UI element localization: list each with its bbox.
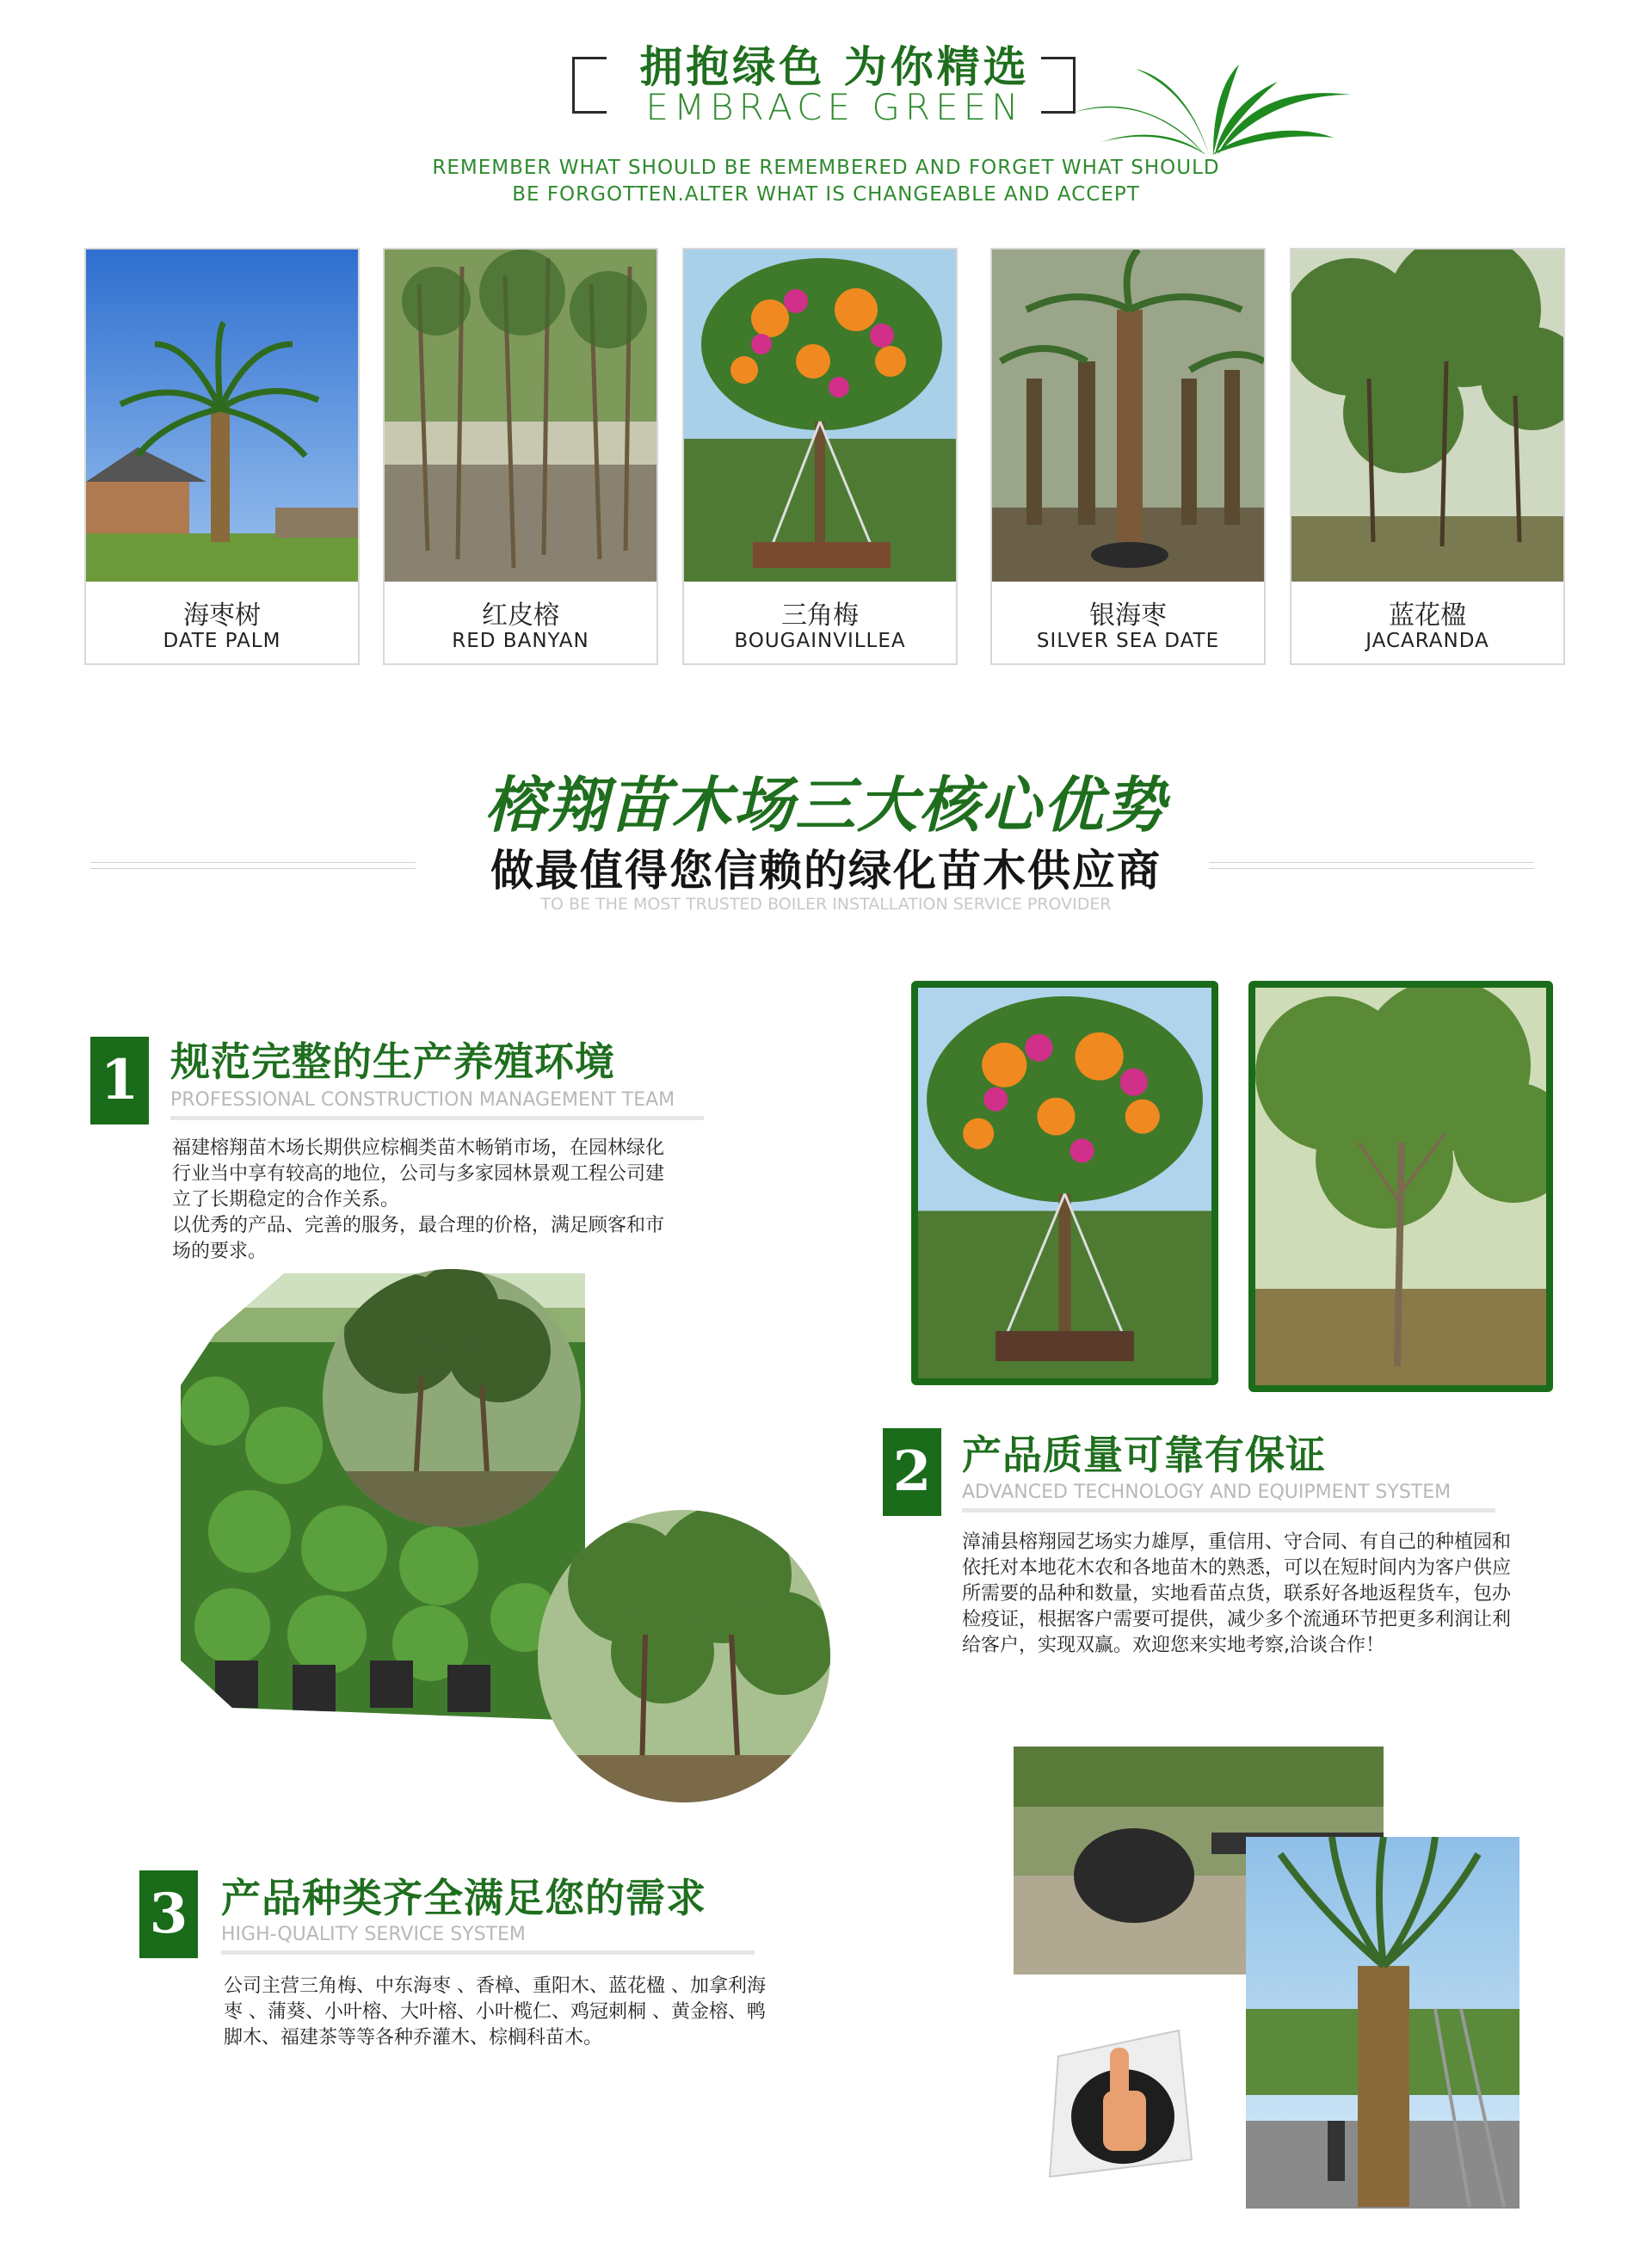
tree-name-en: SILVER SEA DATE (1036, 630, 1220, 652)
nursery-collage-image (181, 1256, 869, 1815)
tree-name-cn: 三角梅 (781, 601, 859, 631)
date-palm-photo (86, 250, 358, 582)
body-line: 枣 、蒲葵、小叶榕、大叶榕、小叶榄仁、鸡冠刺桐 、黄金榕、鸭 (224, 2001, 766, 2023)
header-title-en: EMBRACE GREEN (645, 86, 1024, 128)
tree-card-jacaranda[interactable] (1290, 248, 1565, 665)
body-line: 漳浦县榕翔园艺场实力雄厚，重信用、守合同、有自己的种植园和 (962, 1531, 1512, 1553)
tree-card-red-banyan[interactable] (383, 248, 658, 665)
feature-2-title: 产品质量可靠有保证 (962, 1432, 1326, 1478)
feature-1-subtitle: PROFESSIONAL CONSTRUCTION MANAGEMENT TEAM (170, 1089, 704, 1120)
feature-1-title: 规范完整的生产养殖环境 (170, 1038, 615, 1085)
body-line: 以优秀的产品、完善的服务，最合理的价格，满足顾客和市 (172, 1215, 665, 1236)
advantages-subtitle: 做最值得您信赖的绿化苗木供应商 (490, 846, 1162, 896)
tree-name-cn: 蓝花楹 (1389, 601, 1466, 631)
divider-right (1209, 862, 1534, 869)
feature-3-title: 产品种类齐全满足您的需求 (221, 1875, 706, 1921)
tree-card-bougainvillea[interactable] (682, 248, 958, 665)
feature-2-body (962, 1530, 1564, 1659)
feature-2-number: 2 (883, 1428, 941, 1516)
advantages-title: 榕翔苗木场三大核心优势 (485, 770, 1167, 841)
tree-card-silver-sea-date[interactable] (990, 248, 1266, 665)
tree-name-cn: 红皮榕 (482, 601, 559, 631)
feature-1-body (172, 1136, 723, 1265)
body-line: 公司主营三角梅、中东海枣 、香樟、重阳木、蓝花楹 、加拿利海 (224, 1975, 766, 1997)
body-line: 立了长期稳定的合作关系。 (172, 1189, 400, 1211)
tree-name-en: DATE PALM (163, 630, 281, 652)
tree-card-date-palm[interactable] (84, 248, 360, 665)
tree-framed-photo (1248, 981, 1553, 1392)
header-subtitle (344, 155, 1308, 208)
red-banyan-photo (385, 250, 656, 582)
feature-3-subtitle: HIGH-QUALITY SERVICE SYSTEM (221, 1924, 755, 1955)
feature-2-subtitle: ADVANCED TECHNOLOGY AND EQUIPMENT SYSTEM (962, 1482, 1495, 1513)
thumbs-up-icon (1041, 2022, 1196, 2185)
jacaranda-photo (1291, 250, 1563, 582)
body-line: 福建榕翔苗木场长期供应棕榈类苗木畅销市场，在园林绿化 (172, 1137, 665, 1159)
body-line: 场的要求。 (172, 1241, 268, 1262)
tree-name-en: BOUGAINVILLEA (734, 630, 906, 652)
header-bracket-left (572, 57, 607, 114)
body-line: 行业当中享有较高的地位，公司与多家园林景观工程公司建 (172, 1163, 665, 1185)
body-line: 脚木、福建茶等等各种乔灌木、棕榈科苗木。 (224, 2027, 603, 2049)
tree-name-cn: 银海枣 (1089, 601, 1167, 631)
grass-icon (1076, 60, 1351, 163)
tree-name-en: JACARANDA (1365, 630, 1489, 652)
feature-3-body (224, 1974, 826, 2051)
palm-worker-photo (1246, 1837, 1519, 2209)
header-title-cn: 拥抱绿色 为你精选 (639, 42, 1030, 92)
body-line: 所需要的品种和数量，实地看苗点货，联系好各地返程货车，包办 (962, 1583, 1512, 1605)
body-line: 依托对本地花木农和各地苗木的熟悉，可以在短时间内为客户供应 (962, 1557, 1512, 1579)
feature-3-number: 3 (139, 1870, 198, 1958)
divider-left (90, 862, 416, 869)
advantages-subtitle-en: TO BE THE MOST TRUSTED BOILER INSTALLATION SERVICE PROVIDER (540, 895, 1112, 914)
body-line: 给客户，实现双赢。欢迎您来实地考察,洽谈合作！ (962, 1635, 1384, 1656)
bougainvillea-framed-photo (911, 981, 1218, 1385)
silver-sea-date-photo (992, 250, 1264, 582)
body-line: 检疫证，根据客户需要可提供，减少多个流通环节把更多利润让利 (962, 1609, 1512, 1630)
feature-1-number: 1 (90, 1037, 149, 1124)
bougainvillea-photo (684, 250, 956, 582)
tree-name-en: RED BANYAN (452, 630, 589, 652)
header-subtitle-line2: BE FORGOTTEN.ALTER WHAT IS CHANGEABLE AND ACCEPT (512, 183, 1140, 206)
header-subtitle-line1: REMEMBER WHAT SHOULD BE REMEMBERED AND FORGET WHAT SHOULD (432, 157, 1220, 179)
tree-name-cn: 海枣树 (183, 601, 261, 631)
